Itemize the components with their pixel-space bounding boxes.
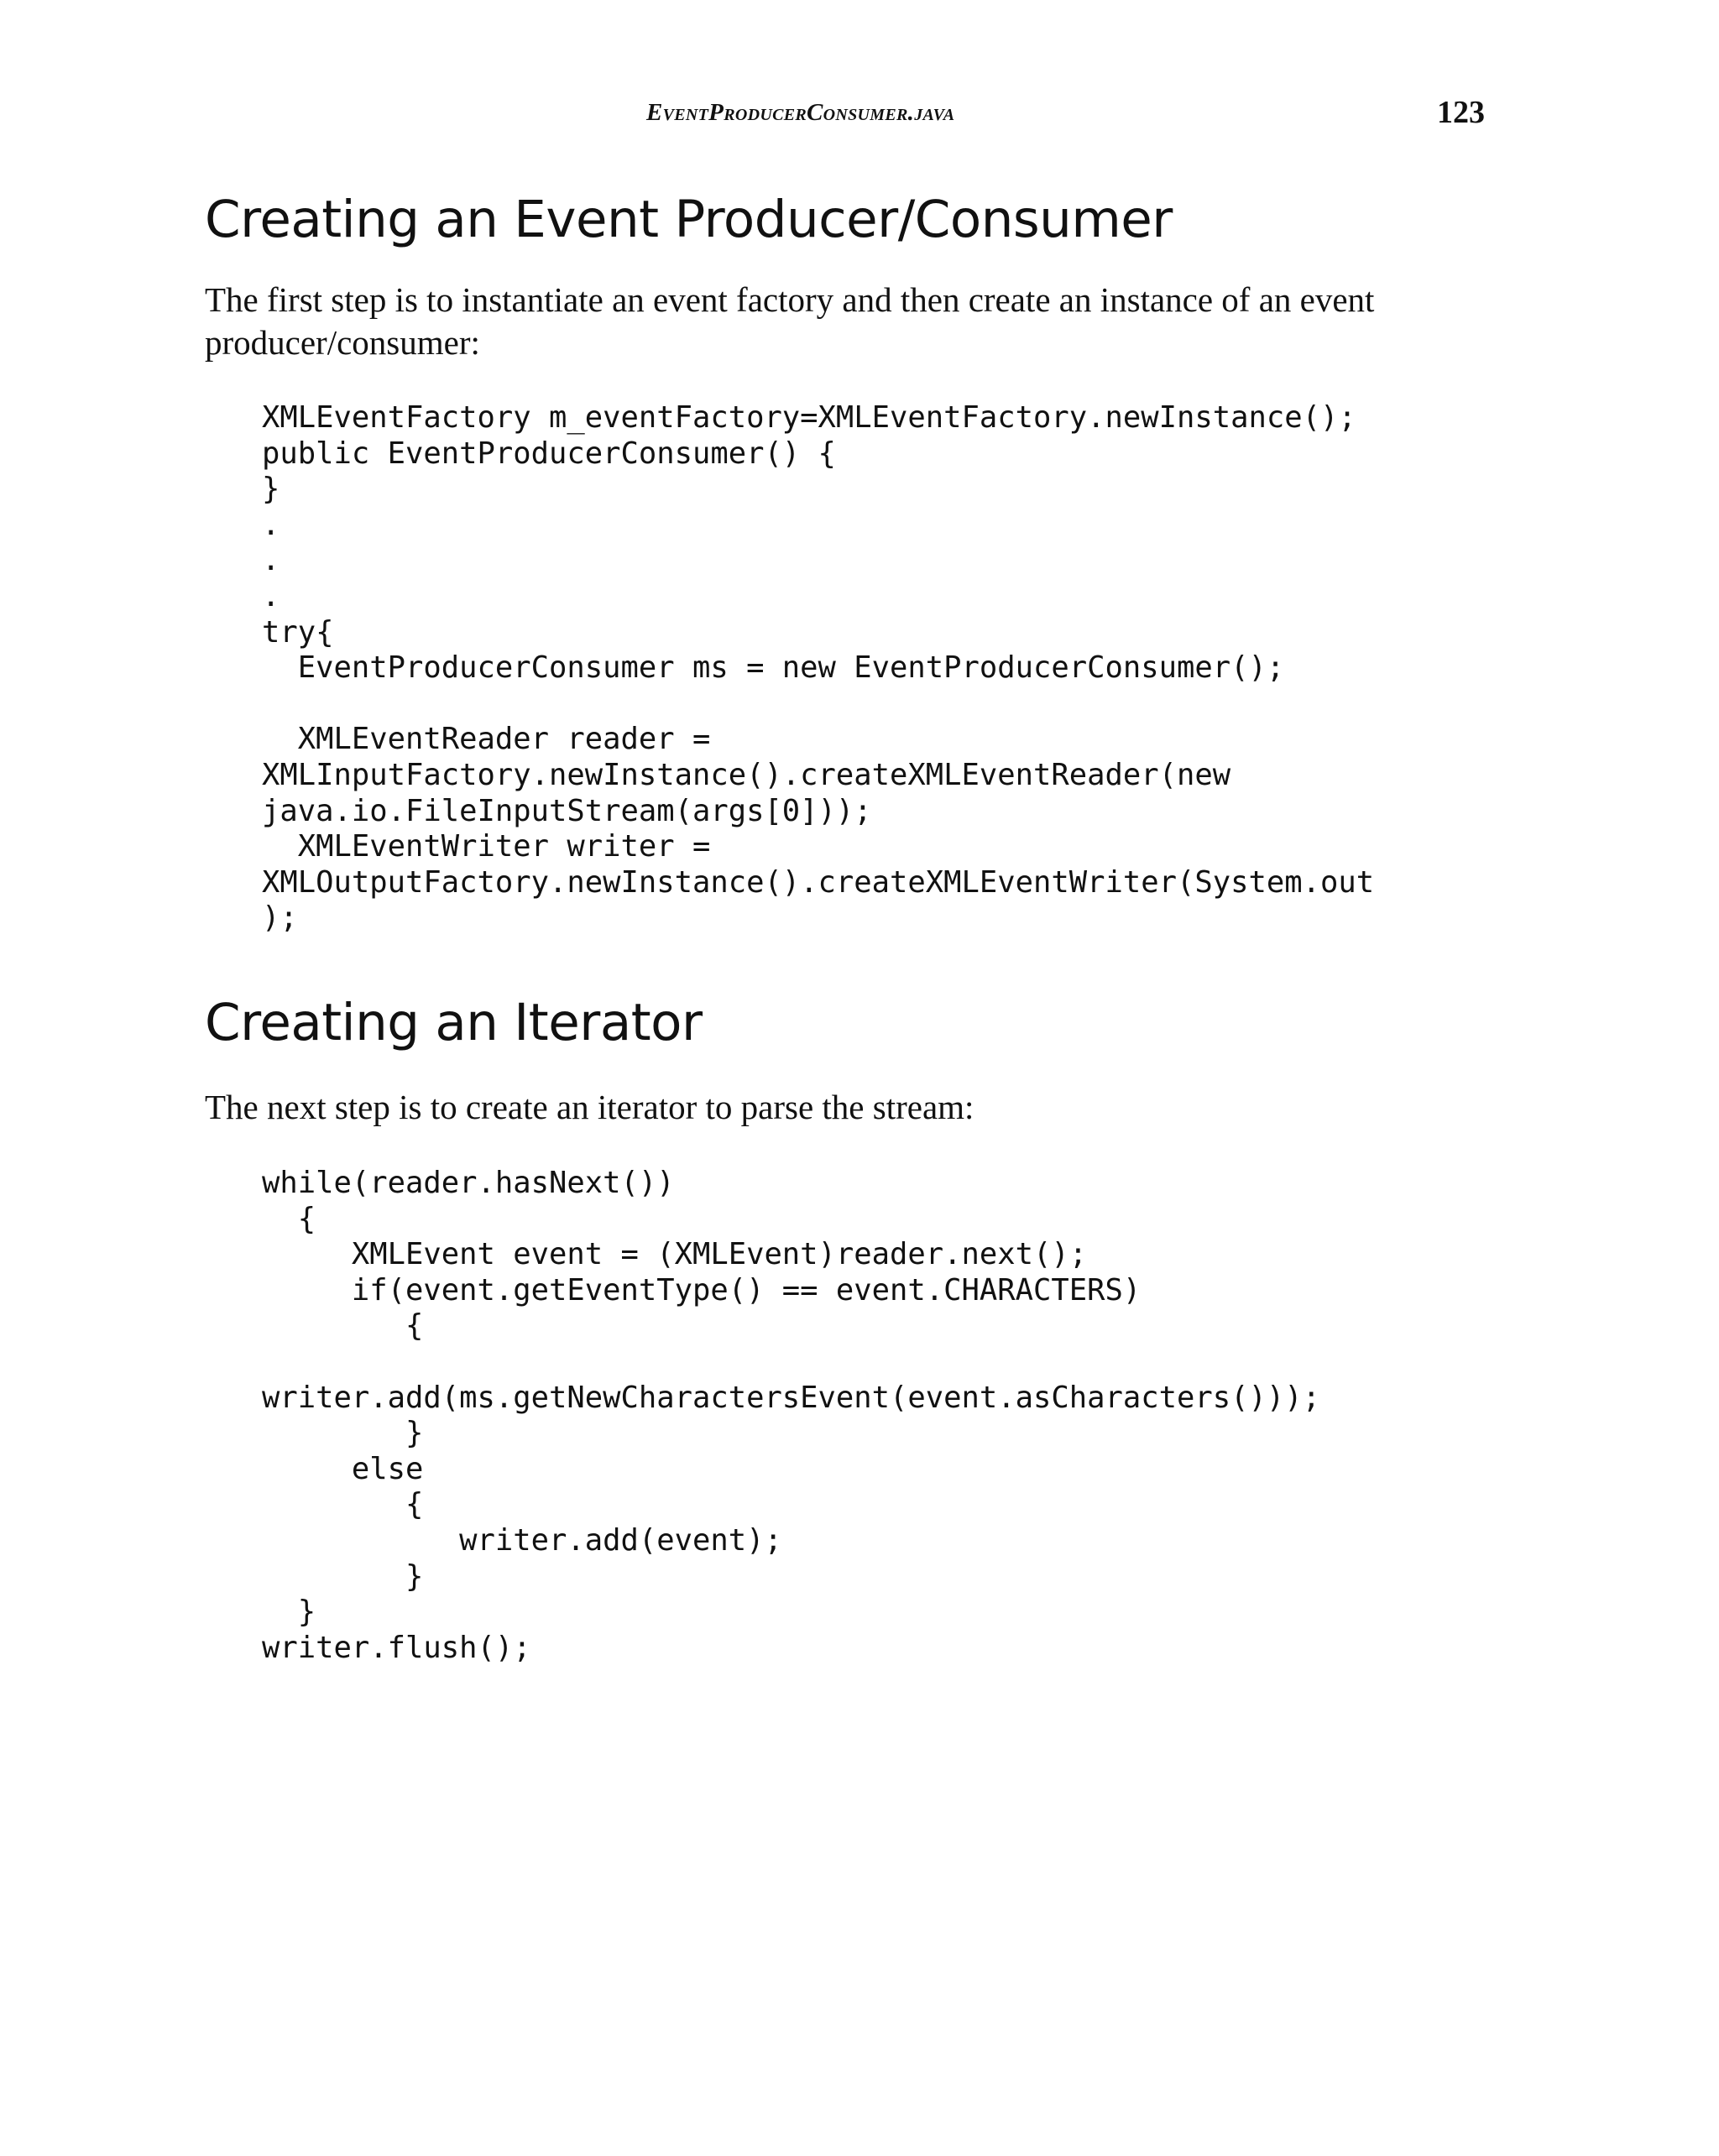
section-paragraph-iterator: The next step is to create an iterator to parse the stream: (205, 1088, 974, 1126)
running-head: EventProducerConsumer.java (646, 99, 955, 126)
section-heading-event-producer-consumer: Creating an Event Producer/Consumer (205, 190, 1173, 249)
section-heading-iterator: Creating an Iterator (205, 993, 703, 1052)
section-paragraph-event-producer-consumer: The first step is to instantiate an event factory and then create an instance of an event producer/consumer: (205, 280, 1375, 362)
page-number: 123 (1437, 95, 1485, 130)
code-block-iterator: while(reader.hasNext()) { XMLEvent event = (XMLEvent)reader.next(); if(event.getEventType() == event.CHARACTERS) { writer.add(ms.getNewCharactersEvent(event.asCharacters())); } else { writer.add(event); } } writer.flush(); (262, 1166, 1320, 1665)
code-block-event-producer-consumer: XMLEventFactory m_eventFactory=XMLEventFactory.newInstance(); public EventProducerConsumer() { } . . . try{ EventProducerConsumer ms = new EventProducerConsumer(); XMLEventReader reader = XMLInputFactory.newInstance().createXMLEventReader(new java.io.FileInputStream(args[0])); XMLEventWriter writer = XMLOutputFactory.newInstance().createXMLEventWriter(System.out ); (262, 400, 1375, 936)
